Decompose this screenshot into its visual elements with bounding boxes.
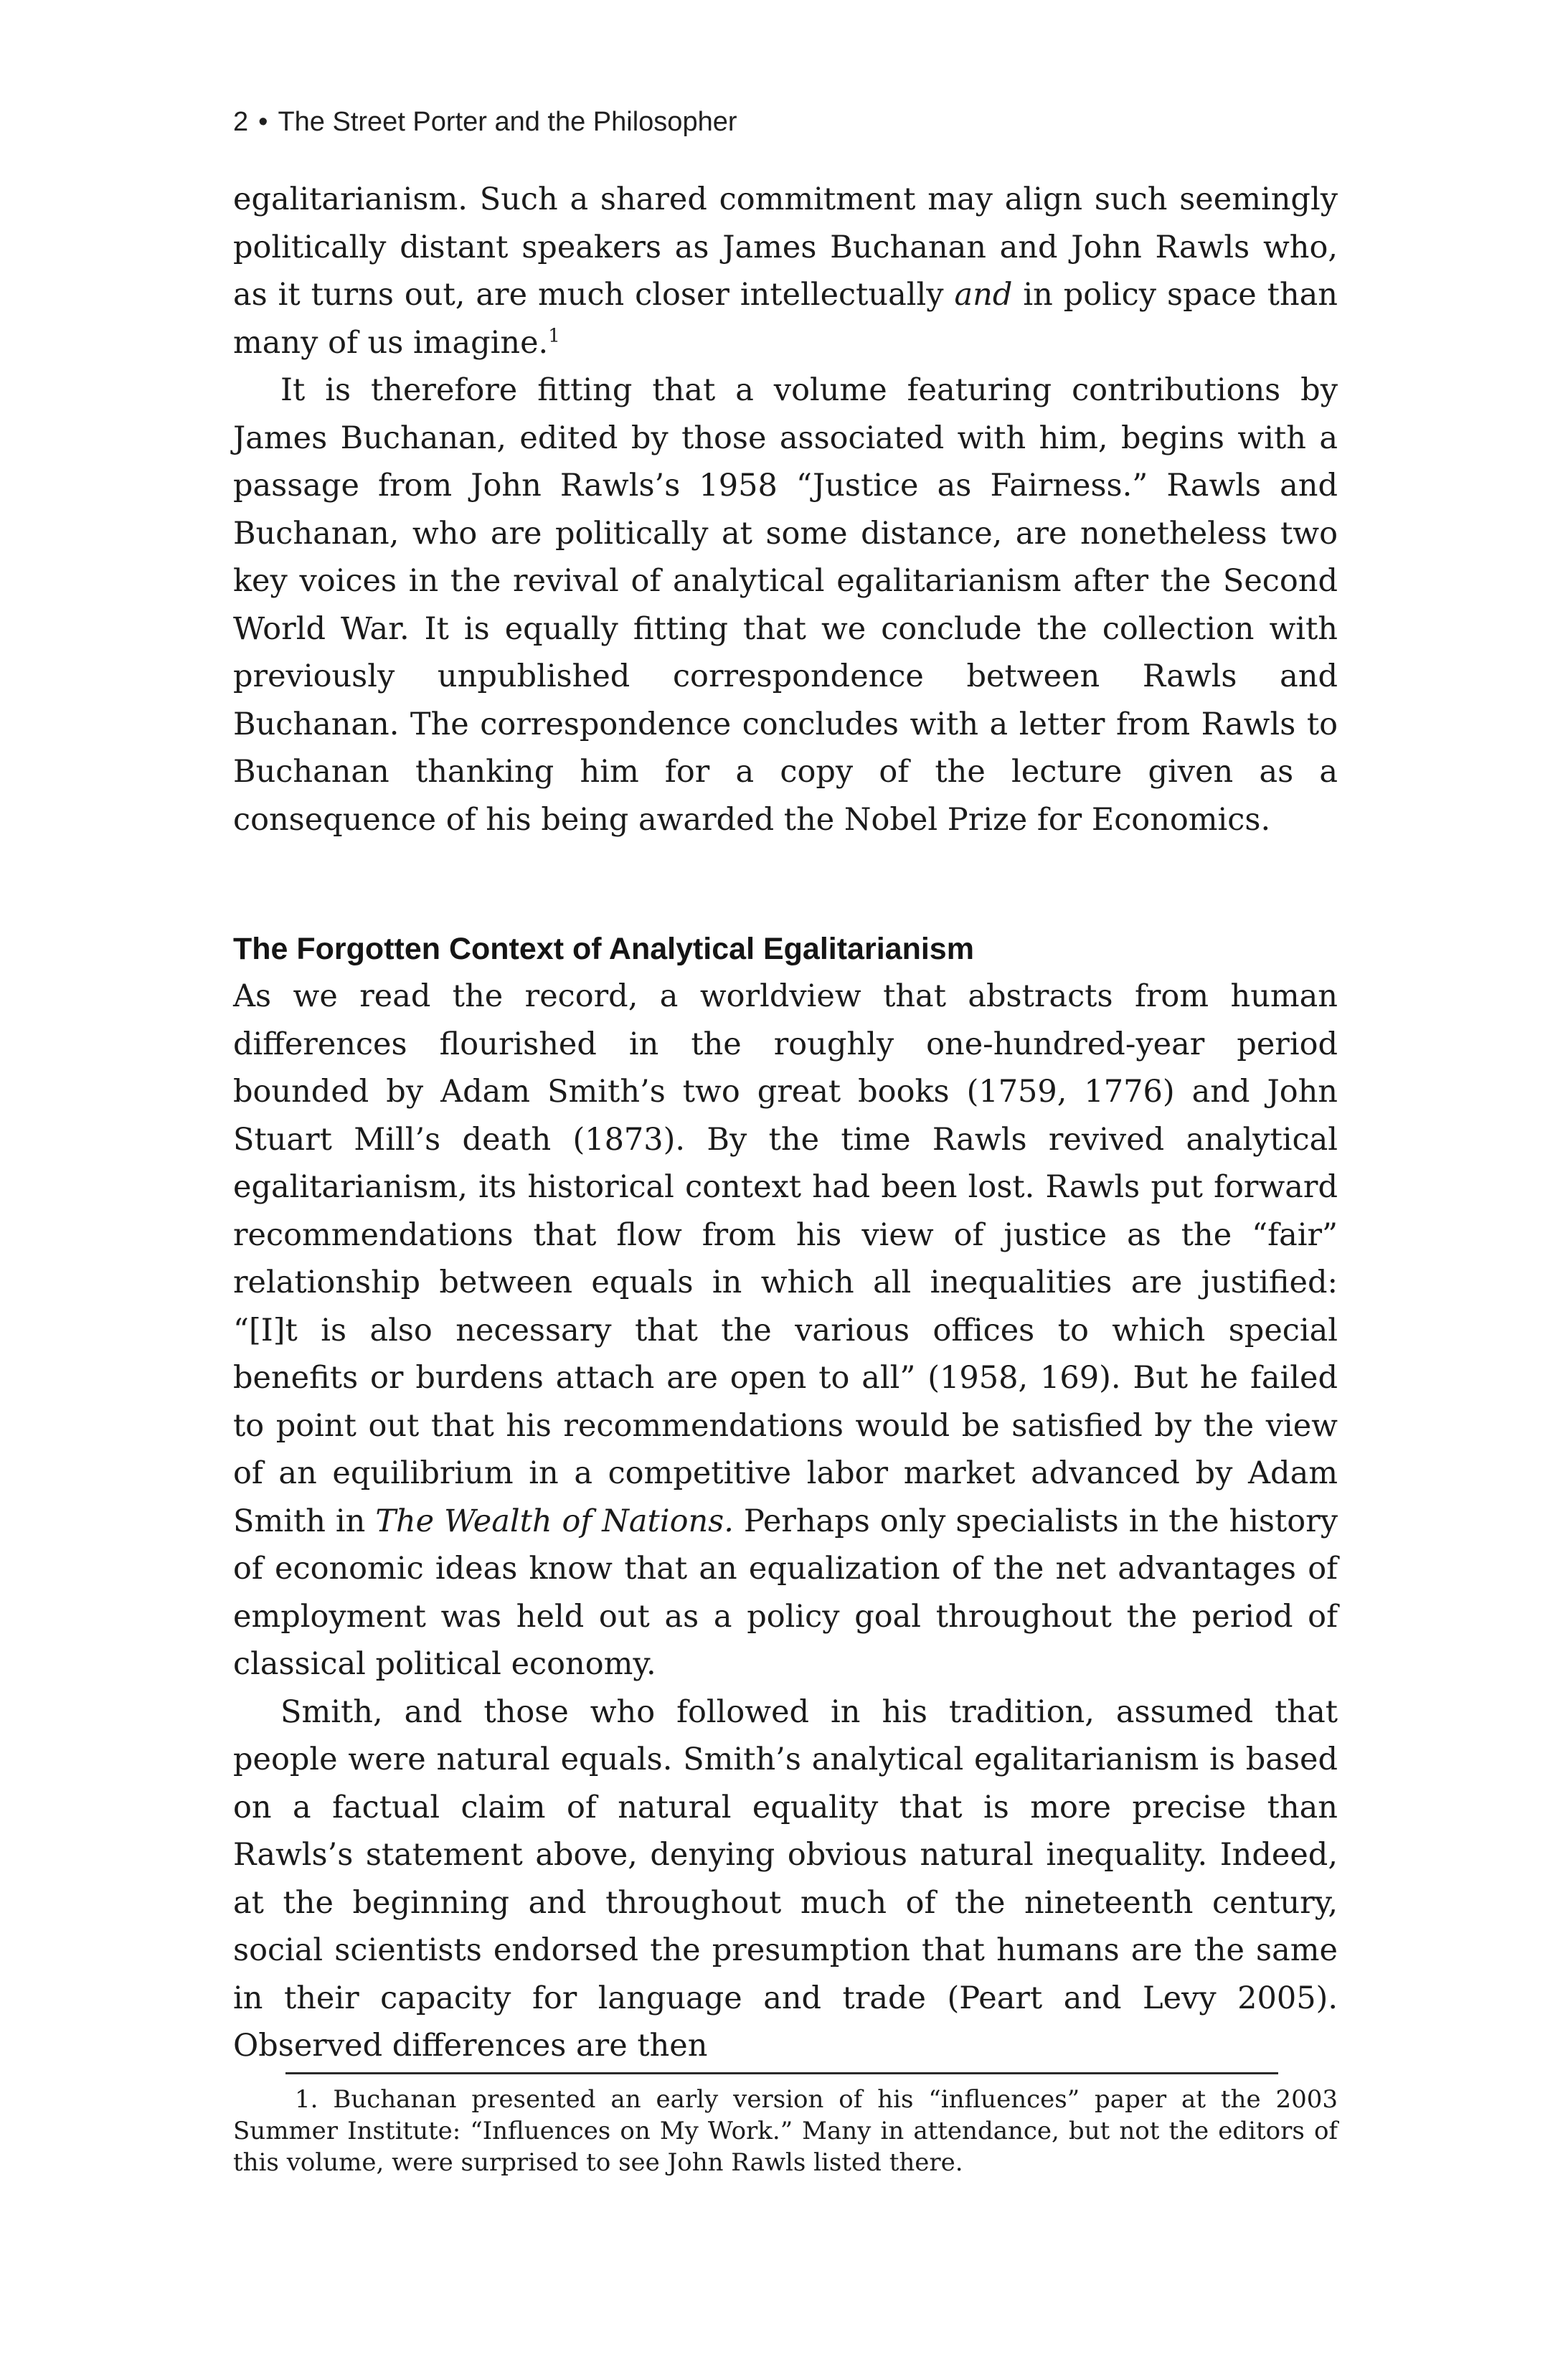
emphasis-and: and (954, 277, 1013, 313)
book-title-wealth-of-nations: The Wealth of Nations. (375, 1503, 734, 1539)
body-text (233, 176, 1338, 2070)
bullet-separator: • (258, 107, 268, 137)
footnote-1: 1. Buchanan presented an early version of his “influences” paper at the 2003 Summer Institute: “Influences on My Work.” Many in attendance, but not the editors of this volume, were surprised to see John Rawls listed there. (233, 2085, 1338, 2177)
footnote-rule (285, 2072, 1278, 2074)
footnote-ref: 1 (548, 325, 560, 347)
footnote (233, 2084, 1338, 2178)
paragraph-3: As we read the record, a worldview that abstracts from human differences flourished in the roughly one-hundred-year period bounded by Adam Smith’s two great books (1759, 1776) and John Stuart Mill’s death (1873). By the time Rawls revived analytical egalitarianism, its historical context had been lost. Rawls put forward recommendations that flow from his view of justice as the “fair” relationship between equals in which all inequalities are justified: “[I]t is also necessary that the various offices to which special benefits or burdens attach are open to all” (1958, 169). But he failed to point out that his recommendations would be satisfied by the view of an equilibrium in a competitive labor market advanced by Adam Smith in The Wealth of Nations. Perhaps only specialists in the history of economic ideas know that an equalization of the net advantages of employment was held out as a policy goal throughout the period of classical political economy. (233, 978, 1338, 1682)
paragraph-1: egalitarianism. Such a shared commitment may align such seemingly politically distant speakers as James Buchanan and John Rawls who, as it turns out, are much closer intellectually and in policy space than many of us imagine.$^1$ (233, 181, 1338, 361)
section-heading: The Forgotten Context of Analytical Egalitarianism (233, 932, 974, 966)
page-number: 2 (233, 107, 249, 137)
paragraph-2: It is therefore fitting that a volume featuring contributions by James Buchanan, edited by those associated with him, begins with a passage from John Rawls’s 1958 “Justice as Fairness.” Rawls and Buchanan, who are politically at some distance, are nonetheless two key voices in the revival of analytical egalitarianism after the Second World War. It is equally fitting that we conclude the collection with previously unpublished correspondence between Rawls and Buchanan. The correspondence concludes with a letter from Rawls to Buchanan thanking him for a copy of the lecture given as a consequence of his being awarded the Nobel Prize for Economics. (233, 372, 1338, 838)
paragraph-4: Smith, and those who followed in his tradition, assumed that people were natural equals. Smith’s analytical egalitarianism is based on a factual claim of natural equality that is more precise than Rawls’s statement above, denying obvious natural inequality. Indeed, at the beginning and throughout much of the nineteenth century, social scientists endorsed the presumption that humans are the same in their capacity for language and trade (Peart and Levy 2005). Observed differences are then (233, 1693, 1338, 2064)
book-title: The Street Porter and the Philosopher (278, 107, 737, 137)
running-head (233, 105, 737, 139)
